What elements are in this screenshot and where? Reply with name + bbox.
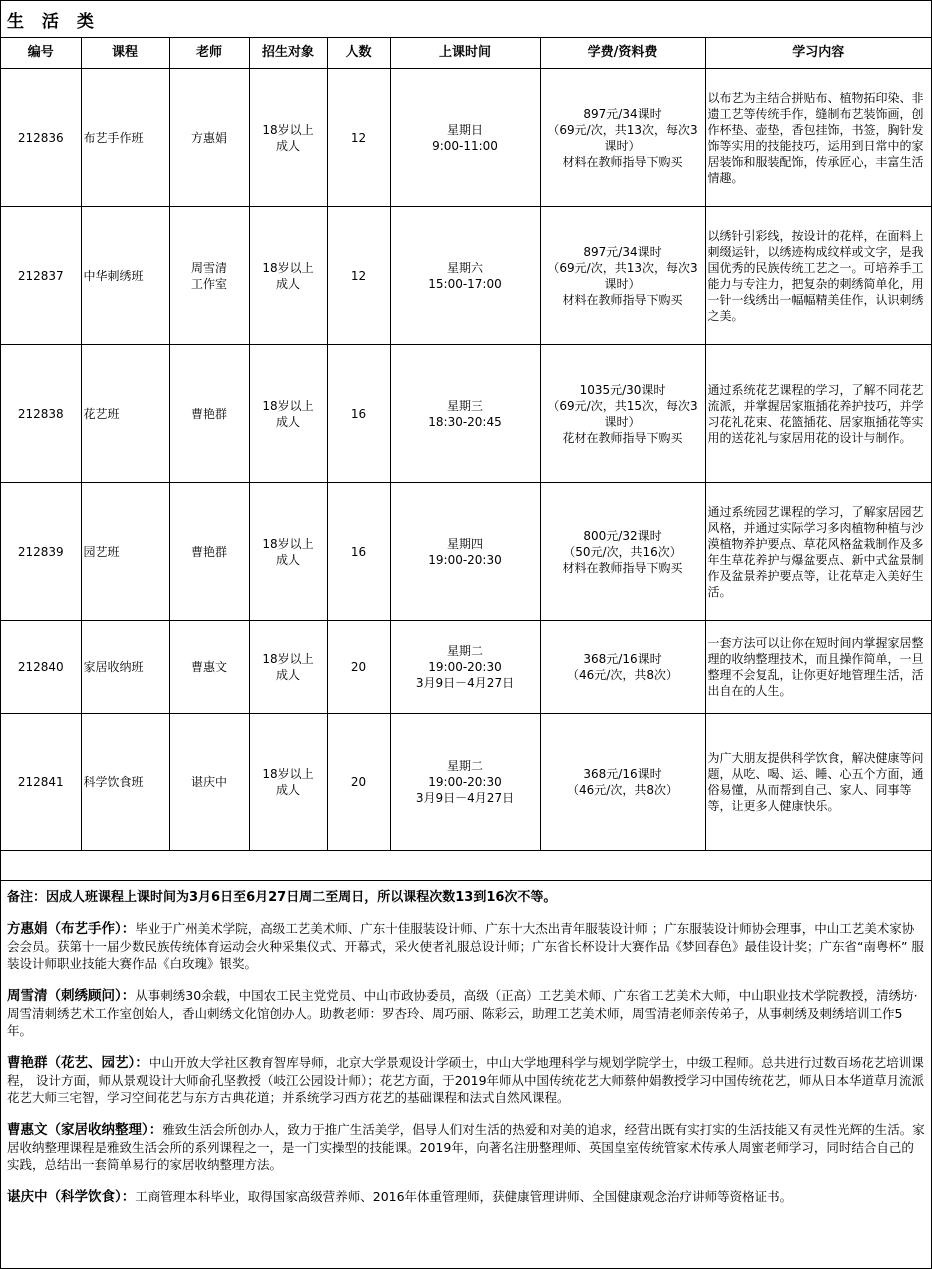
course-count: 12 bbox=[327, 207, 390, 345]
course-name: 家居收纳班 bbox=[81, 621, 169, 714]
remark-text: 备注：因成人班课程上课时间为3月6日至6月27日周二至周日，所以课程次数13到16次不等。 bbox=[7, 890, 557, 905]
course-time: 星期四 19:00-20:30 bbox=[390, 483, 540, 621]
course-content: 通过系统花艺课程的学习，了解不同花艺流派，并掌握居家瓶插花养护技巧，并学习花礼花束、花篮插花、居家瓶插花等实用的送花礼与家居用花的设计与制作。 bbox=[705, 345, 931, 483]
course-time: 星期三 18:30-20:45 bbox=[390, 345, 540, 483]
teacher-bio-text: 工商管理本科毕业，取得国家高级营养师、2016年体重管理师，获健康管理讲师、全国健康观念治疗讲师等资格证书。 bbox=[135, 1189, 793, 1204]
course-target: 18岁以上 成人 bbox=[249, 207, 327, 345]
teacher-bio-name: 方惠娟（布艺手作）： bbox=[7, 921, 136, 937]
table-row bbox=[1, 345, 931, 483]
teacher-bio-name: 曹惠文（家居收纳整理）： bbox=[7, 1122, 163, 1138]
header-teacher: 老师 bbox=[169, 38, 249, 69]
header-target: 招生对象 bbox=[249, 38, 327, 69]
notes-section bbox=[1, 881, 931, 1206]
course-target: 18岁以上 成人 bbox=[249, 714, 327, 851]
course-count: 16 bbox=[327, 483, 390, 621]
course-time: 星期二 19:00-20:30 3月9日－4月27日 bbox=[390, 621, 540, 714]
course-content: 以布艺为主结合拼贴布、植物拓印染、非遗工艺等传统手作，缝制布艺装饰画，创作杯垫、壶垫，香包挂饰，书签，胸针发饰等实用的技能技巧，运用到日常中的家居装饰和服装配饰，传承匠心，丰富生活情趣。 bbox=[705, 69, 931, 207]
teacher-bio bbox=[7, 987, 925, 1039]
course-teacher: 曹惠文 bbox=[169, 621, 249, 714]
teacher-bio bbox=[7, 1054, 925, 1106]
teacher-bio-text: 从事刺绣30余载，中国农工民主党党员、中山市政协委员，高级（正高）工艺美术师、广东省工艺美术大师，中山职业技术学院教授，清绣坊·周雪清刺绣艺术工作室创始人，香山刺绣文化馆创办人。助教老师：罗杏玲、周巧丽、陈彩云，助理工艺美术师，周雪清老师亲传弟子，从事刺绣及刺绣培训工作5年。 bbox=[7, 988, 918, 1038]
course-table bbox=[1, 38, 931, 851]
course-time: 星期日 9:00-11:00 bbox=[390, 69, 540, 207]
teacher-bio bbox=[7, 1121, 925, 1173]
header-content: 学习内容 bbox=[705, 38, 931, 69]
table-row bbox=[1, 207, 931, 345]
course-time: 星期二 19:00-20:30 3月9日－4月27日 bbox=[390, 714, 540, 851]
course-id: 212841 bbox=[1, 714, 81, 851]
course-fee: 368元/16课时 （46元/次，共8次） bbox=[540, 621, 705, 714]
course-id: 212838 bbox=[1, 345, 81, 483]
course-name: 中华刺绣班 bbox=[81, 207, 169, 345]
course-target: 18岁以上 成人 bbox=[249, 69, 327, 207]
teacher-bio-name: 周雪清（刺绣顾问）： bbox=[7, 988, 136, 1004]
course-content: 为广大朋友提供科学饮食，解决健康等问题，从吃、喝、运、睡、心五个方面，通俗易懂，从而帮到自己、家人、同事等等，让更多人健康快乐。 bbox=[705, 714, 931, 851]
course-name: 园艺班 bbox=[81, 483, 169, 621]
teacher-bio-text: 中山开放大学社区教育智库导师，北京大学景观设计学硕士，中山大学地理科学与规划学院学士，中级工程师。总共进行过数百场花艺培训课程， 设计方面，师从景观设计大师俞孔坚教授（岐江公园设计师）；花艺方面，于2019年师从中国传统花艺大师蔡仲娟教授学习中国传统花艺，师从日本华道草月流派花艺大师三宅智，学习空间花艺与东方古典花道；并系统学习西方花艺的基础课程和法式自然风课程。 bbox=[7, 1055, 925, 1105]
course-name: 布艺手作班 bbox=[81, 69, 169, 207]
section-title: 生 活 类 bbox=[7, 11, 100, 32]
course-fee: 897元/34课时 （69元/次，共13次，每次3课时） 材料在教师指导下购买 bbox=[540, 69, 705, 207]
course-id: 212840 bbox=[1, 621, 81, 714]
course-content: 通过系统园艺课程的学习，了解家居园艺风格，并通过实际学习多肉植物种植与沙漠植物养护要点、草花风格盆栽制作及多年生草花养护与爆盆要点、新中式盆景制作及盆景养护要点等，让花草走入美好生活。 bbox=[705, 483, 931, 621]
table-bottom-spacer bbox=[1, 851, 931, 881]
course-count: 12 bbox=[327, 69, 390, 207]
table-row bbox=[1, 483, 931, 621]
teacher-bio bbox=[7, 920, 925, 972]
course-id: 212839 bbox=[1, 483, 81, 621]
course-target: 18岁以上 成人 bbox=[249, 621, 327, 714]
course-id: 212837 bbox=[1, 207, 81, 345]
course-content: 一套方法可以让你在短时间内掌握家居整理的收纳整理技术，而且操作简单，一旦整理不会复乱，让你更好地管理生活，活出自在的人生。 bbox=[705, 621, 931, 714]
course-content: 以绣针引彩线，按设计的花样，在面料上刺缀运针，以绣迹构成纹样或文字，是我国优秀的民族传统工艺之一。可培养手工能力与专注力，把复杂的刺绣简单化，用一针一线绣出一幅幅精美佳作，认识刺绣之美。 bbox=[705, 207, 931, 345]
header-fee: 学费/资料费 bbox=[540, 38, 705, 69]
table-row bbox=[1, 621, 931, 714]
teacher-bio-name: 曹艳群（花艺、园艺）： bbox=[7, 1055, 149, 1071]
course-time: 星期六 15:00-17:00 bbox=[390, 207, 540, 345]
header-course: 课程 bbox=[81, 38, 169, 69]
course-teacher: 周雪清 工作室 bbox=[169, 207, 249, 345]
course-teacher: 谌庆中 bbox=[169, 714, 249, 851]
table-row bbox=[1, 714, 931, 851]
teacher-bio-text: 毕业于广州美术学院，高级工艺美术师、广东十佳服装设计师、广东十大杰出青年服装设计师 ；广东服装设计师协会理事，中山工艺美术家协会会员。获第十一届少数民族传统体育运动会火种采集仪式、开幕式，采火使者礼服总设计师；广东省长杯设计大赛作品《梦回春色》最佳设计奖；广东省“南粤杯” 服装设计师职业技能大赛作品《白玫瑰》银奖。 bbox=[7, 921, 924, 971]
course-teacher: 方惠娟 bbox=[169, 69, 249, 207]
table-row bbox=[1, 69, 931, 207]
course-fee: 800元/32课时 （50元/次，共16次） 材料在教师指导下购买 bbox=[540, 483, 705, 621]
course-id: 212836 bbox=[1, 69, 81, 207]
course-teacher: 曹艳群 bbox=[169, 345, 249, 483]
teacher-bio-text: 雅致生活会所创办人，致力于推广生活美学，倡导人们对生活的热爱和对美的追求，经营出既有实打实的生活技能又有灵性光辉的生活。家居收纳整理课程是雅致生活会所的系列课程之一，是一门实操型的技能课。2019年，向著名注册整理师、英国皇室传统管家术传承人周蜜老师学习，同时结合自己的实践，总结出一套简单易行的家居收纳整理方法。 bbox=[7, 1122, 925, 1172]
course-target: 18岁以上 成人 bbox=[249, 345, 327, 483]
header-time: 上课时间 bbox=[390, 38, 540, 69]
course-count: 16 bbox=[327, 345, 390, 483]
course-fee: 1035元/30课时 （69元/次，共15次，每次3课时） 花材在教师指导下购买 bbox=[540, 345, 705, 483]
course-name: 科学饮食班 bbox=[81, 714, 169, 851]
course-name: 花艺班 bbox=[81, 345, 169, 483]
header-count: 人数 bbox=[327, 38, 390, 69]
header-id: 编号 bbox=[1, 38, 81, 69]
course-target: 18岁以上 成人 bbox=[249, 483, 327, 621]
course-count: 20 bbox=[327, 621, 390, 714]
course-teacher: 曹艳群 bbox=[169, 483, 249, 621]
table-header-row bbox=[1, 38, 931, 69]
teacher-bio bbox=[7, 1188, 925, 1206]
teacher-bio-name: 谌庆中（科学饮食）： bbox=[7, 1189, 136, 1205]
course-fee: 368元/16课时 （46元/次，共8次） bbox=[540, 714, 705, 851]
course-count: 20 bbox=[327, 714, 390, 851]
course-fee: 897元/34课时 （69元/次，共13次，每次3课时） 材料在教师指导下购买 bbox=[540, 207, 705, 345]
section-title-bar bbox=[1, 1, 931, 38]
